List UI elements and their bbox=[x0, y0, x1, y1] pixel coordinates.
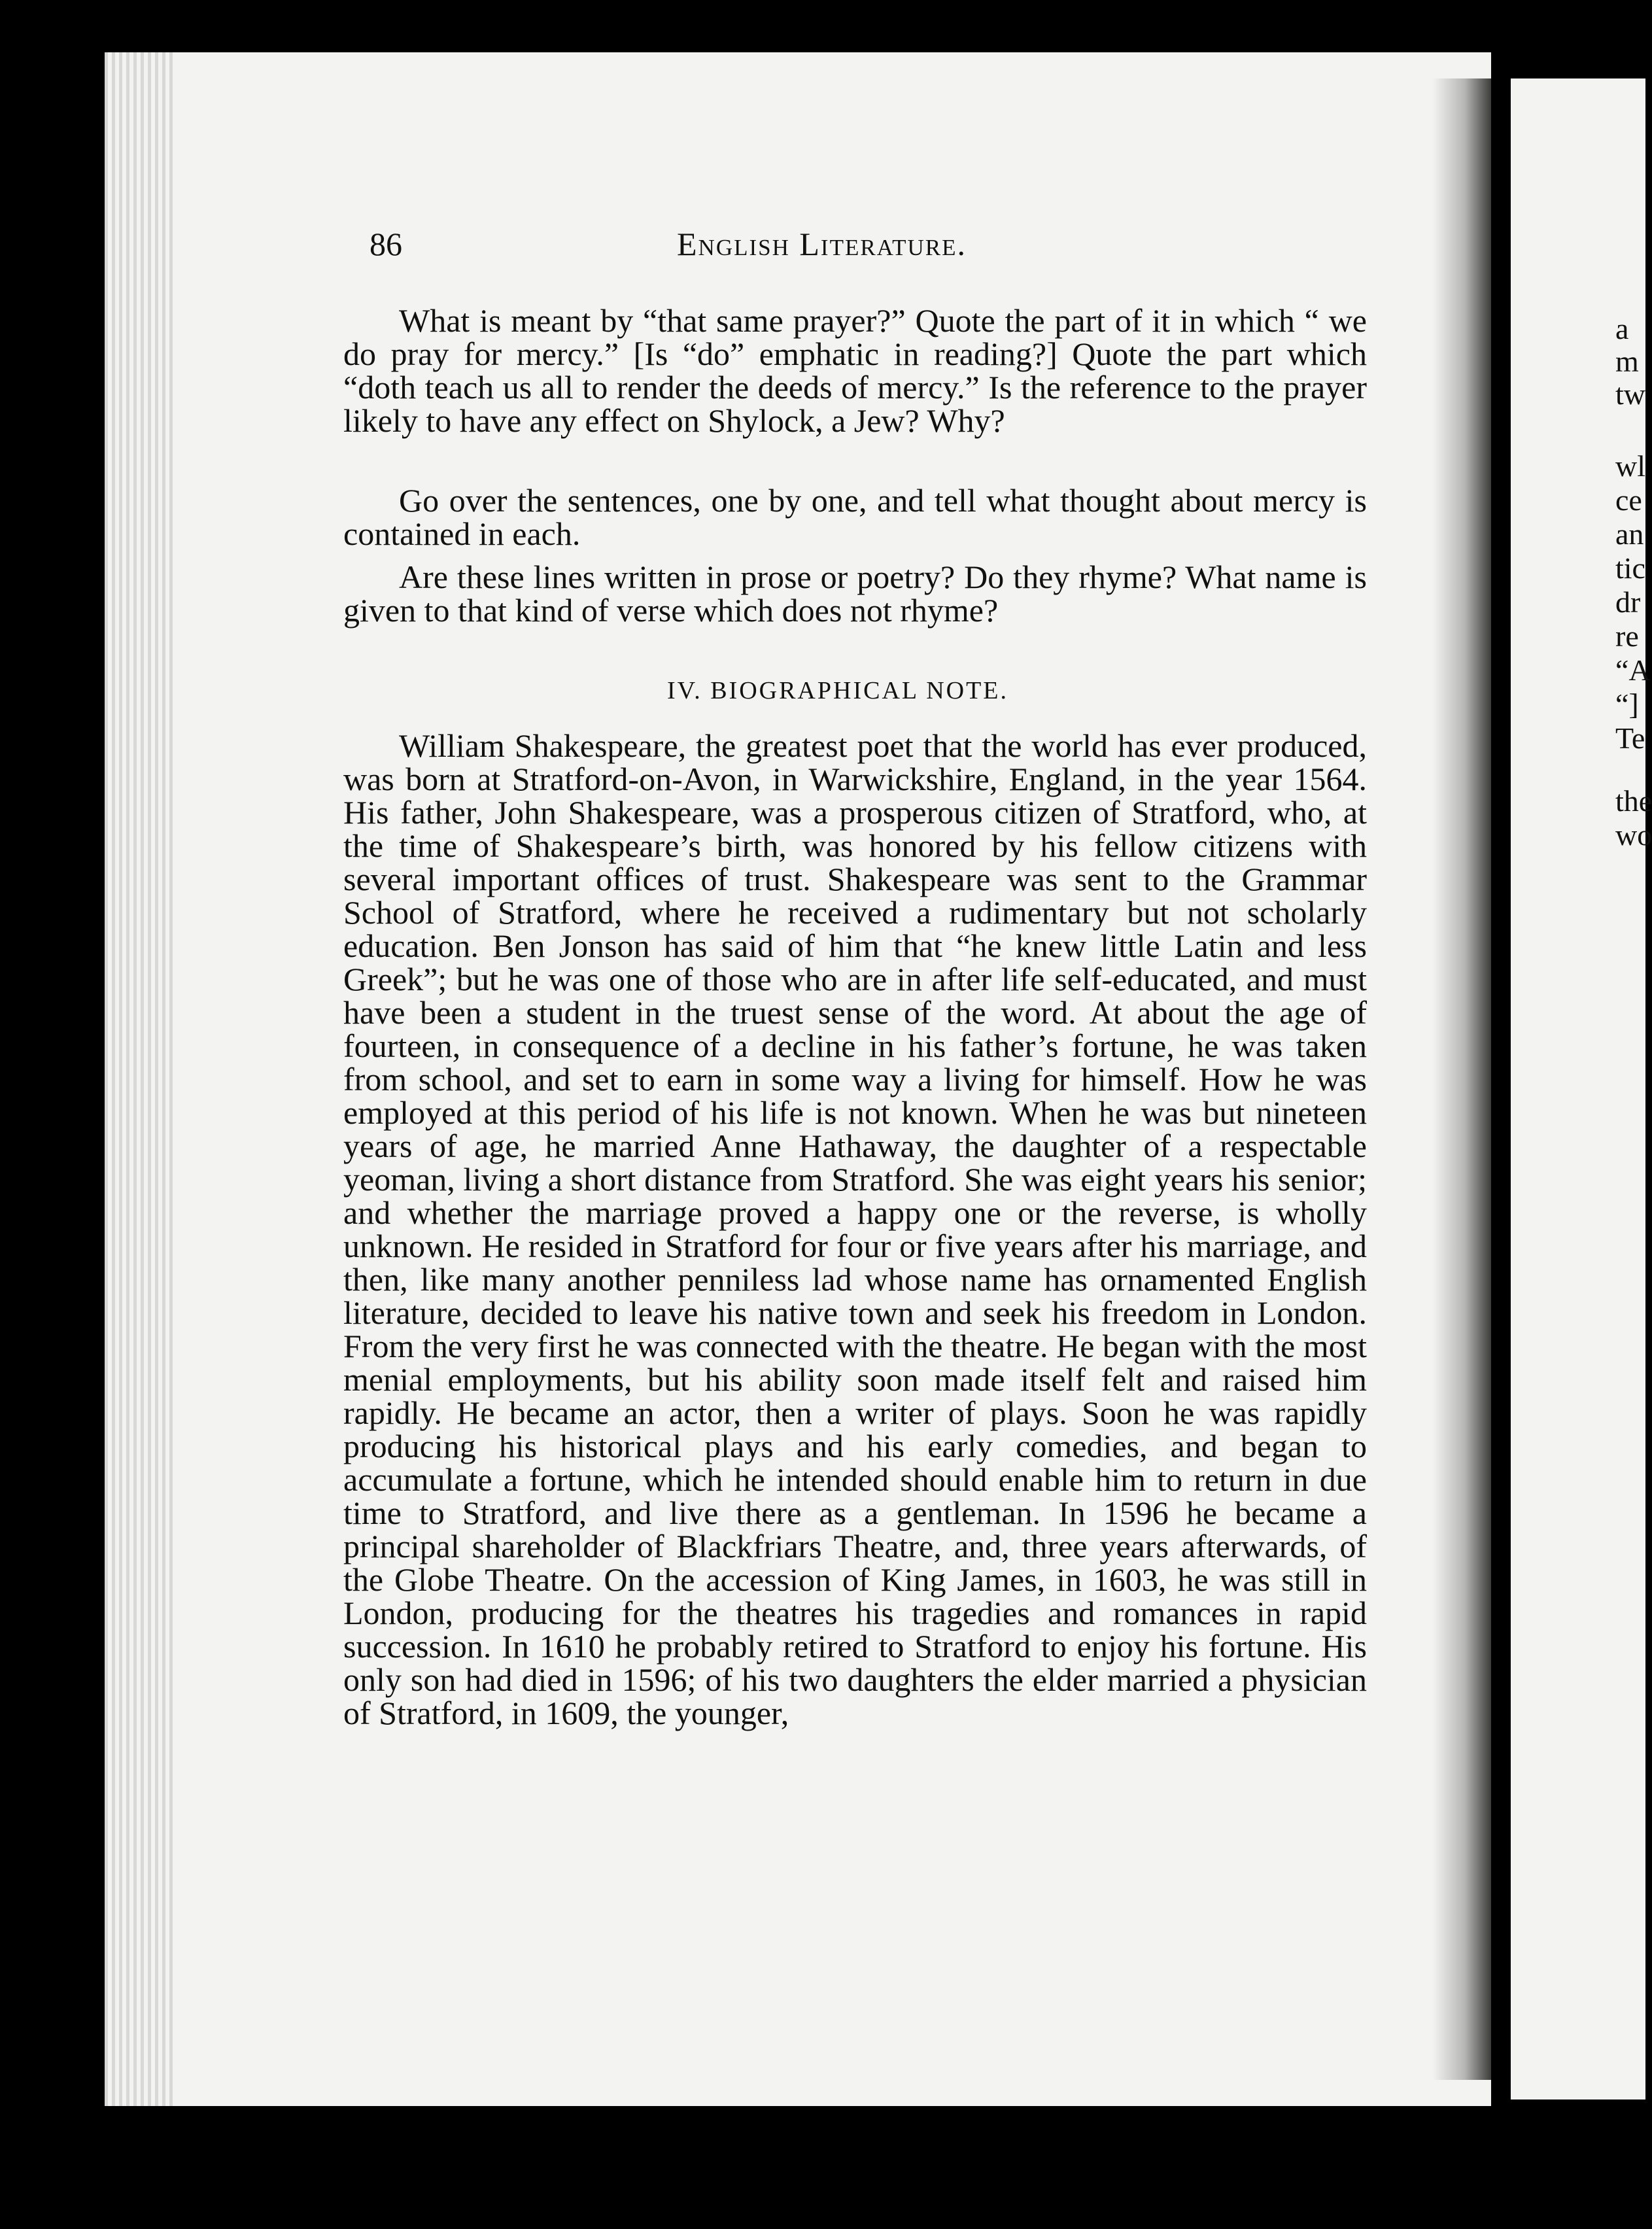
facing-fragment: an bbox=[1615, 517, 1644, 551]
facing-fragment: ce bbox=[1615, 483, 1642, 517]
facing-fragment: “A bbox=[1615, 653, 1651, 687]
running-title: English Literature. bbox=[677, 226, 967, 262]
page-header bbox=[370, 225, 1053, 271]
facing-fragment: wl bbox=[1615, 449, 1645, 483]
paragraph-questions-verse: Are these lines written in prose or poetry? Do they rhyme? What name is given to that kind of verse which does not rhyme? bbox=[343, 559, 1367, 629]
page-edges bbox=[105, 52, 177, 2106]
facing-fragment: wo bbox=[1615, 818, 1652, 852]
facing-fragment: m bbox=[1615, 345, 1639, 378]
facing-fragment: dr bbox=[1615, 585, 1641, 619]
facing-fragment: “] bbox=[1615, 687, 1639, 721]
page-number: 86 bbox=[370, 226, 402, 262]
section-heading: IV. BIOGRAPHICAL NOTE. bbox=[667, 677, 1008, 704]
gutter-shadow bbox=[1432, 78, 1504, 2080]
facing-fragment: re bbox=[1615, 619, 1639, 653]
paragraph-questions-sentences: Go over the sentences, one by one, and tell what thought about mercy is contained in each. bbox=[343, 482, 1367, 552]
facing-page bbox=[1511, 78, 1652, 2099]
facing-fragment: tic bbox=[1615, 551, 1645, 585]
facing-fragment: Te bbox=[1615, 721, 1645, 755]
facing-fragment: the bbox=[1615, 784, 1652, 818]
paragraph-questions-prayer: What is meant by “that same prayer?” Quote the part of it in which “ we do pray for mercy.” [Is “do” emphatic in reading?] Quote the part which “doth teach us all to render the deeds of mercy.” Is the reference to the prayer likely to have any effect on Shylock, a Jew? Why? bbox=[343, 302, 1367, 439]
facing-fragment: a bbox=[1615, 312, 1629, 345]
facing-fragment: tw bbox=[1615, 377, 1645, 411]
biographical-note-body: William Shakespeare, the greatest poet that the world has ever produced, was born at Stratford-on-Avon, in Warwickshire, England, in the year 1564. His father, John Shakespeare, was a prosperous citizen of Stratford, who, at the time of Shakespeare’s birth, was honored by his fellow citizens with several important offices of trust. Shakespeare was sent to the Grammar School of Stratford, where he received a rudimentary but not scholarly education. Ben Jonson has said of him that “he knew little Latin and less Greek”; but he was one of those who are in after life self-educated, and must have been a student in the truest sense of the word. At about the age of fourteen, in consequence of a decline in his father’s fortune, he was taken from school, and set to earn in some way a living for himself. How he was employed at this period of his life is not known. When he was but nineteen years of age, he married Anne Hathaway, the daughter of a respectable yeoman, living a short distance from Stratford. She was eight years his senior; and whether the marriage proved a happy one or the reverse, is wholly unknown. He resided in Stratford for four or five years after his marriage, and then, like many another penniless lad whose name has ornamented English literature, decided to leave his native town and seek his freedom in London. From the very first he was connected with the theatre. He began with the most menial employments, but his ability soon made itself felt and raised him rapidly. He became an actor, then a writer of plays. Soon he was rapidly producing his historical plays and his early comedies, and began to accumulate a fortune, which he intended should enable him to return in due time to Stratford, and live there as a gentleman. In 1596 he became a principal shareholder of Blackfriars Theatre, and, three years afterwards, of the Globe Theatre. On the accession of King James, in 1603, he was still in London, producing for the theatres his tragedies and romances in rapid succession. In 1610 he probably retired to Stratford to enjoy his fortune. His only son had died in 1596; of his two daughters the elder married a physician of Stratford, in 1609, the younger, bbox=[343, 727, 1367, 1731]
